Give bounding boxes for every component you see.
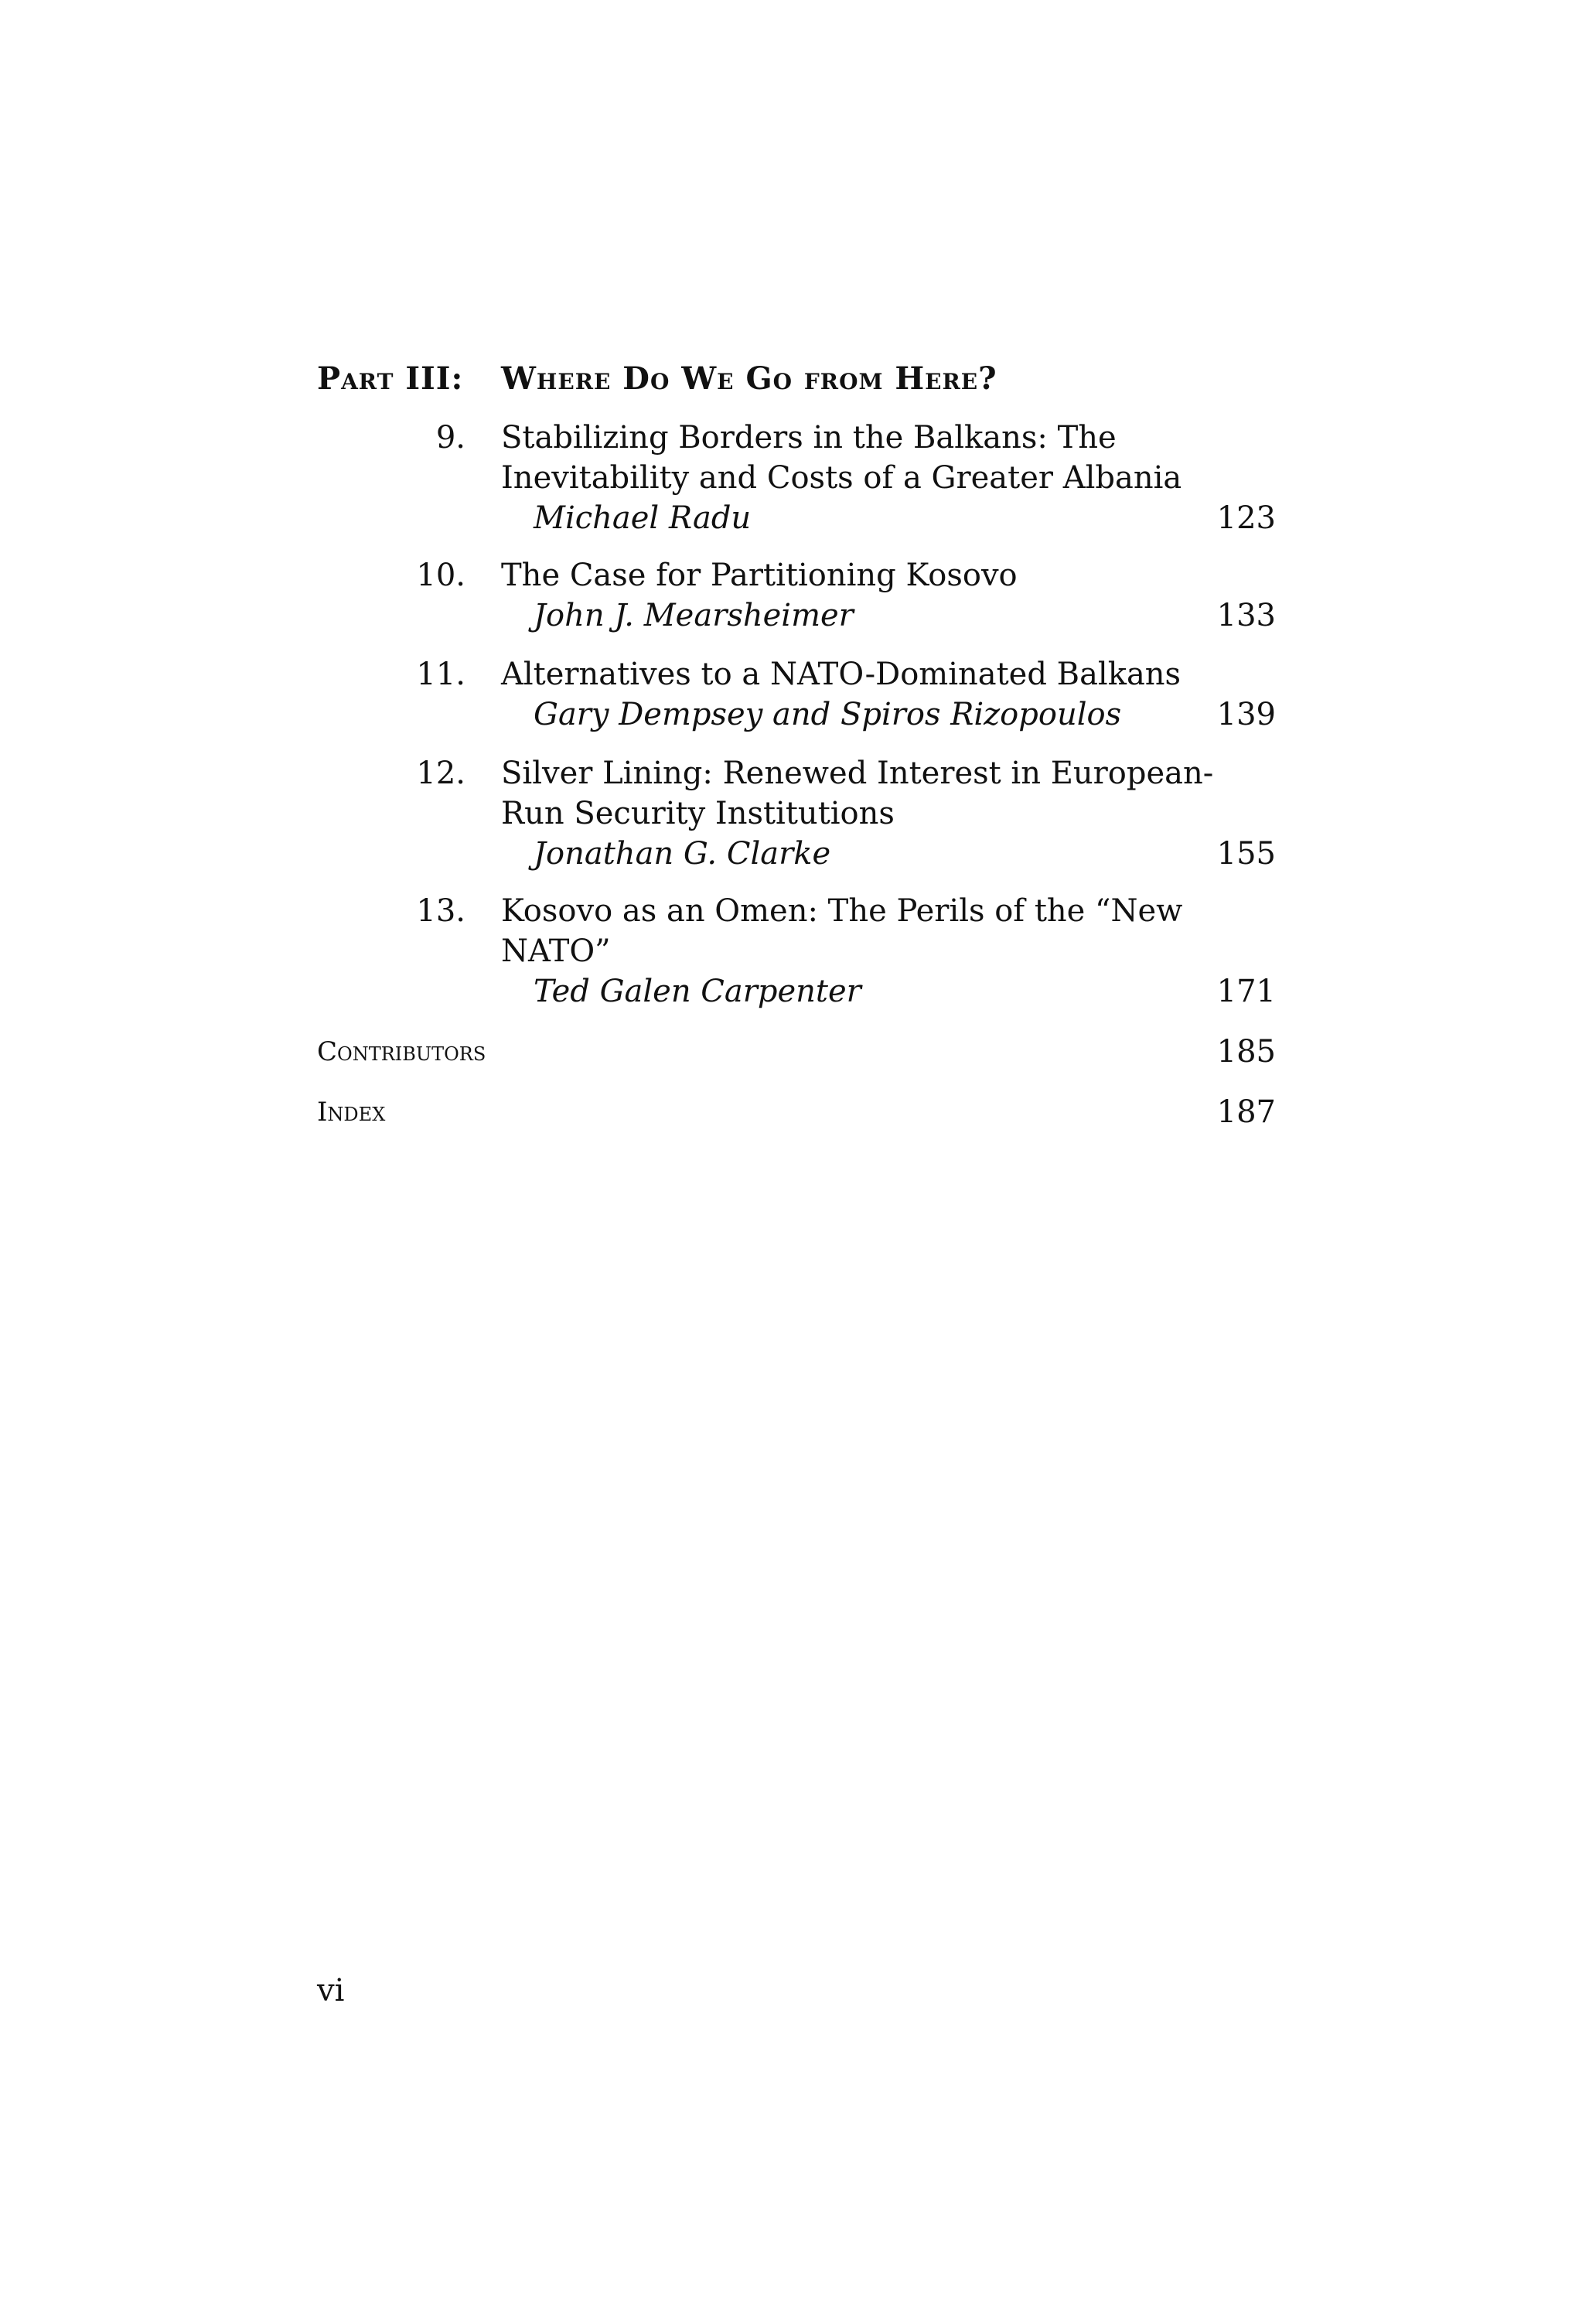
toc-entry-10[interactable] bbox=[317, 555, 1276, 636]
chapter-page-number: 123 bbox=[1216, 500, 1276, 536]
chapter-title-line: Alternatives to a NATO-Dominated Balkans bbox=[501, 657, 1182, 692]
chapter-title-line: Silver Lining: Renewed Interest in European- bbox=[501, 756, 1214, 791]
toc-entry-9[interactable] bbox=[317, 418, 1276, 538]
chapter-author: Ted Galen Carpenter bbox=[534, 974, 861, 1009]
chapter-title-line: Stabilizing Borders in the Balkans: The bbox=[501, 420, 1117, 456]
chapter-number: 10. bbox=[416, 558, 465, 593]
chapter-author: Gary Dempsey and Spiros Rizopoulos bbox=[534, 697, 1122, 732]
chapter-page-number: 171 bbox=[1216, 974, 1276, 1009]
back-matter-label: Index bbox=[317, 1097, 386, 1128]
chapter-number: 12. bbox=[416, 756, 465, 791]
back-matter-page-number: 185 bbox=[1216, 1034, 1276, 1070]
toc-contributors[interactable] bbox=[317, 1032, 1276, 1072]
toc-entry-11[interactable] bbox=[317, 654, 1276, 735]
chapter-number: 13. bbox=[416, 893, 465, 929]
chapter-title-line: Kosovo as an Omen: The Perils of the “New bbox=[501, 893, 1183, 929]
chapter-title-line: Run Security Institutions bbox=[501, 796, 895, 831]
chapter-page-number: 155 bbox=[1216, 836, 1276, 872]
chapter-title-line: The Case for Partitioning Kosovo bbox=[501, 558, 1018, 593]
part-heading bbox=[317, 360, 1276, 407]
part-label: Part III: bbox=[317, 360, 464, 397]
page-folio: vi bbox=[317, 1973, 345, 2008]
chapter-title-line: NATO” bbox=[501, 933, 611, 969]
back-matter-page-number: 187 bbox=[1216, 1094, 1276, 1130]
chapter-author: Michael Radu bbox=[534, 500, 752, 536]
toc-entry-13[interactable] bbox=[317, 891, 1276, 1012]
chapter-number: 11. bbox=[416, 657, 465, 692]
chapter-page-number: 139 bbox=[1216, 697, 1276, 732]
part-title: Where Do We Go from Here? bbox=[501, 360, 997, 397]
chapter-title-line: Inevitability and Costs of a Greater Albania bbox=[501, 460, 1182, 496]
back-matter-label: Contributors bbox=[317, 1036, 486, 1067]
toc-entry-12[interactable] bbox=[317, 753, 1276, 874]
chapter-page-number: 133 bbox=[1216, 598, 1276, 633]
chapter-number: 9. bbox=[435, 420, 465, 456]
toc-index[interactable] bbox=[317, 1092, 1276, 1132]
chapter-author: Jonathan G. Clarke bbox=[534, 836, 831, 872]
chapter-author: John J. Mearsheimer bbox=[534, 598, 854, 633]
